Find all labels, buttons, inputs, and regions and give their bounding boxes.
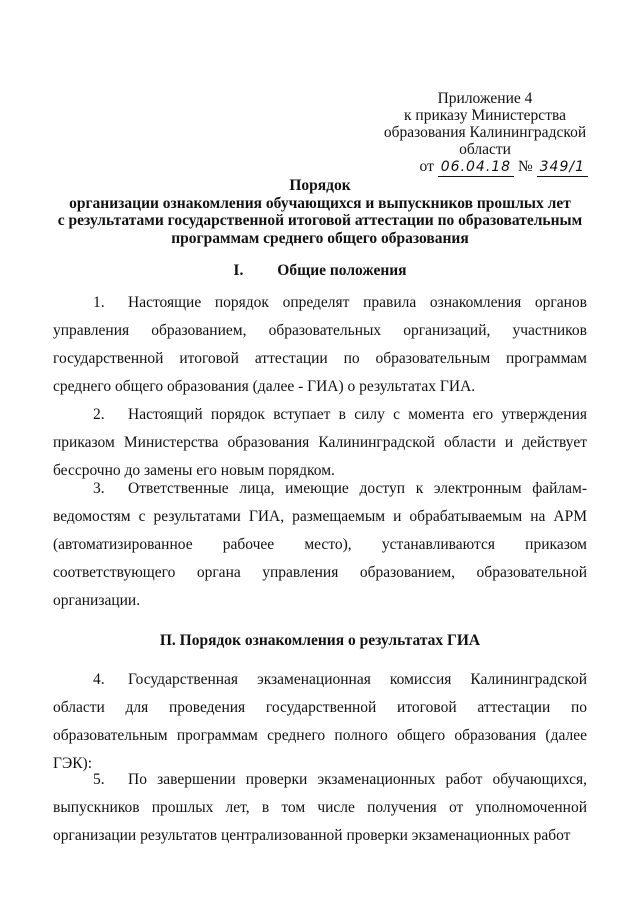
appendix-line-3: образования Калининградской <box>383 124 587 141</box>
number-prefix: № <box>517 158 533 175</box>
paragraph-3 <box>53 475 587 615</box>
paragraph-text: Настоящие порядок определят правила ознакомления органов управления образованием, образовательных организаций, участников государственной итоговой аттестации по образовательным программам среднего общего образования (далее - ГИА) о результатах ГИА. <box>53 294 587 395</box>
handwritten-number: 349/1 <box>537 159 588 177</box>
title-line-1: Порядок <box>289 177 351 194</box>
section-2-heading <box>40 632 600 650</box>
appendix-line-1: Приложение 4 <box>437 90 533 107</box>
paragraph-number: 1. <box>93 294 105 311</box>
paragraph-2 <box>53 401 587 485</box>
appendix-line-4: области <box>459 141 511 158</box>
paragraph-text: По завершении проверки экзаменационных работ обучающихся, выпускников прошлых лет, в том числе получения от уполномоченной организации результатов централизованной проверки экзаменационных работ <box>53 771 587 844</box>
title-line-3: с результатами государственной итоговой аттестации по образовательным <box>57 212 583 229</box>
paragraph-4 <box>53 666 587 778</box>
appendix-date-line <box>380 158 590 177</box>
section-2-title: П. Порядок ознакомления о результатах ГИА <box>159 632 481 649</box>
paragraph-1 <box>53 289 587 401</box>
handwritten-date: 06.04.18 <box>438 159 514 177</box>
paragraph-text: Государственная экзаменационная комиссия Калининградской области для проведения государственной итоговой аттестации по образовательным программам среднего полного общего образования (далее ГЭК): <box>53 671 587 772</box>
paragraph-5 <box>53 766 587 850</box>
appendix-block <box>380 90 590 177</box>
title-line-2: организации ознакомления обучающихся и выпускников прошлых лет <box>69 194 571 212</box>
paragraph-number: 4. <box>93 671 105 688</box>
paragraph-number: 2. <box>93 406 105 423</box>
paragraph-text: Ответственные лица, имеющие доступ к электронным файлам-ведомостям с результатами ГИА, размещаемым и обрабатываемым на АРМ (автоматизированное рабочее место), устанавливаются приказом соответствующего органа управления образованием, образовательной организации. <box>53 480 587 609</box>
title-line-4: программам среднего общего образования <box>171 229 469 247</box>
section-1-heading <box>40 262 600 280</box>
document-title <box>40 177 600 247</box>
paragraph-text: Настоящий порядок вступает в силу с момента его утверждения приказом Министерства образования Калининградской области и действует бессрочно до замены его новым порядком. <box>53 406 587 479</box>
paragraph-number: 3. <box>93 480 105 497</box>
date-prefix: от <box>419 158 434 175</box>
appendix-line-2: к приказу Министерства <box>404 107 566 124</box>
section-1-roman: I. <box>233 262 244 279</box>
section-1-title: Общие положения <box>277 262 407 279</box>
paragraph-number: 5. <box>93 771 105 788</box>
